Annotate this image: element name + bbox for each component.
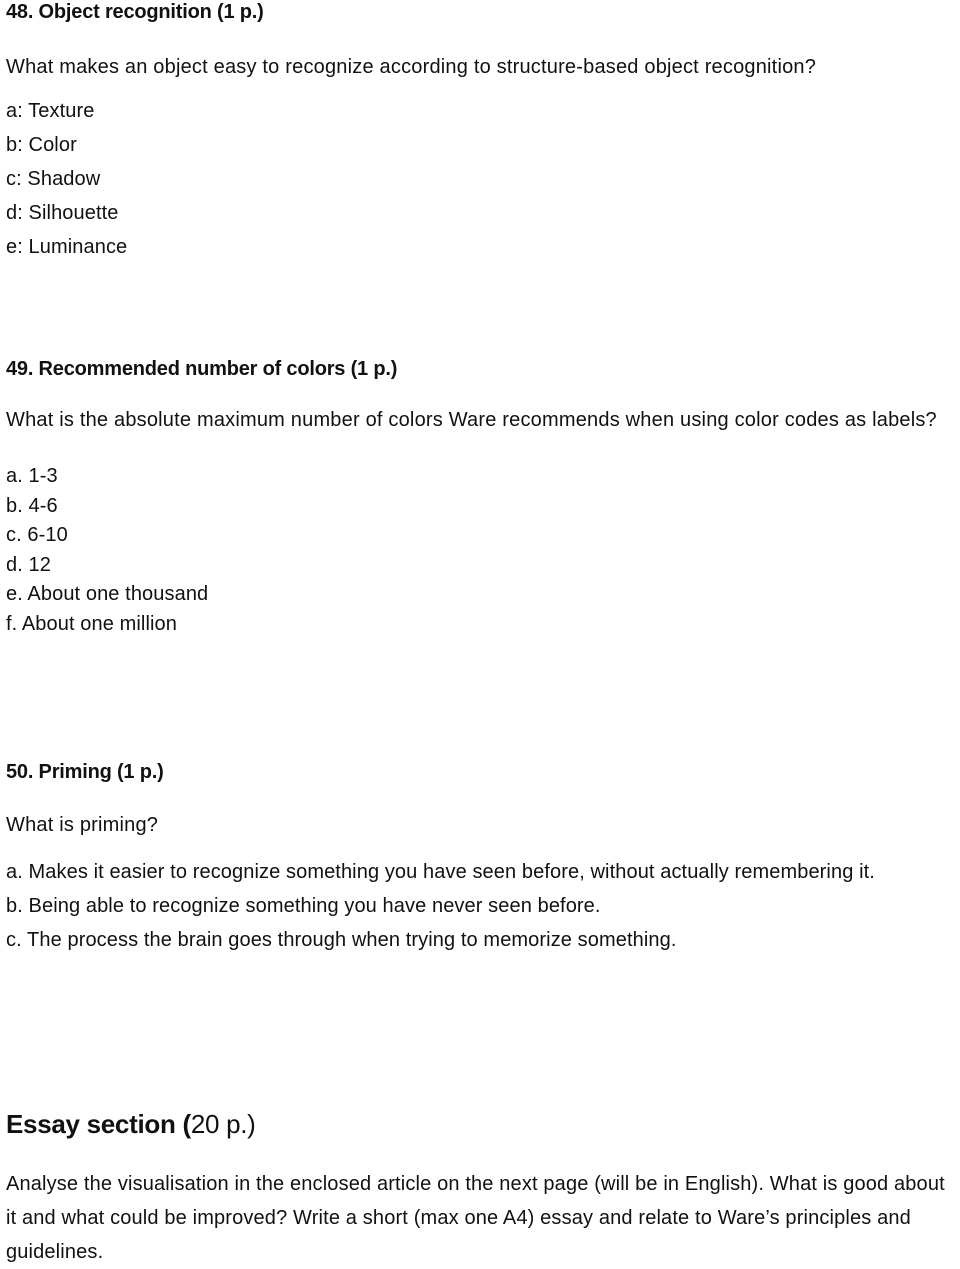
essay-title (6, 1108, 954, 1140)
essay-points: 20 p.) (190, 1109, 256, 1139)
option-item: c. 6-10 (6, 524, 68, 546)
option-item: f. About one million (6, 612, 177, 635)
essay-title-text: Essay section ( (6, 1109, 191, 1139)
question-title: 49. Recommended number of colors (1 p.) (6, 358, 398, 380)
essay-instructions: Analyse the visualisation in the enclosed article on the next page (will be in English). What is good about it and what could be improved? Write a short (max one A4) essay and relate to Ware’s principles and guidelines. (6, 1173, 945, 1263)
option-item: a. Makes it easier to recognize something you have seen before, without actually remembering it. (6, 861, 875, 883)
question-50 (6, 760, 954, 957)
option-item: b: Color (6, 134, 77, 156)
question-prompt: What makes an object easy to recognize according to structure-based object recognition? (6, 56, 817, 78)
option-item: b. Being able to recognize something you have never seen before. (6, 895, 601, 917)
question-title: 50. Priming (1 p.) (6, 761, 164, 783)
options-list (6, 855, 954, 957)
option-item: c. The process the brain goes through when trying to memorize something. (6, 929, 677, 951)
option-item: a. 1-3 (6, 465, 58, 487)
option-item: e: Luminance (6, 236, 128, 258)
options-list (6, 462, 954, 639)
option-item: b. 4-6 (6, 494, 58, 517)
question-prompt: What is priming? (6, 814, 159, 836)
question-title: 48. Object recognition (1 p.) (6, 1, 264, 23)
question-prompt: What is the absolute maximum number of colors Ware recommends when using color codes as labels? (6, 409, 937, 431)
option-item: c: Shadow (6, 168, 101, 190)
option-item: d. 12 (6, 553, 51, 576)
option-item: d: Silhouette (6, 202, 119, 224)
option-item: e. About one thousand (6, 583, 209, 605)
question-48 (6, 0, 954, 264)
option-item: a: Texture (6, 100, 95, 122)
options-list (6, 94, 954, 264)
essay-section (6, 1108, 954, 1269)
question-49 (6, 357, 954, 639)
